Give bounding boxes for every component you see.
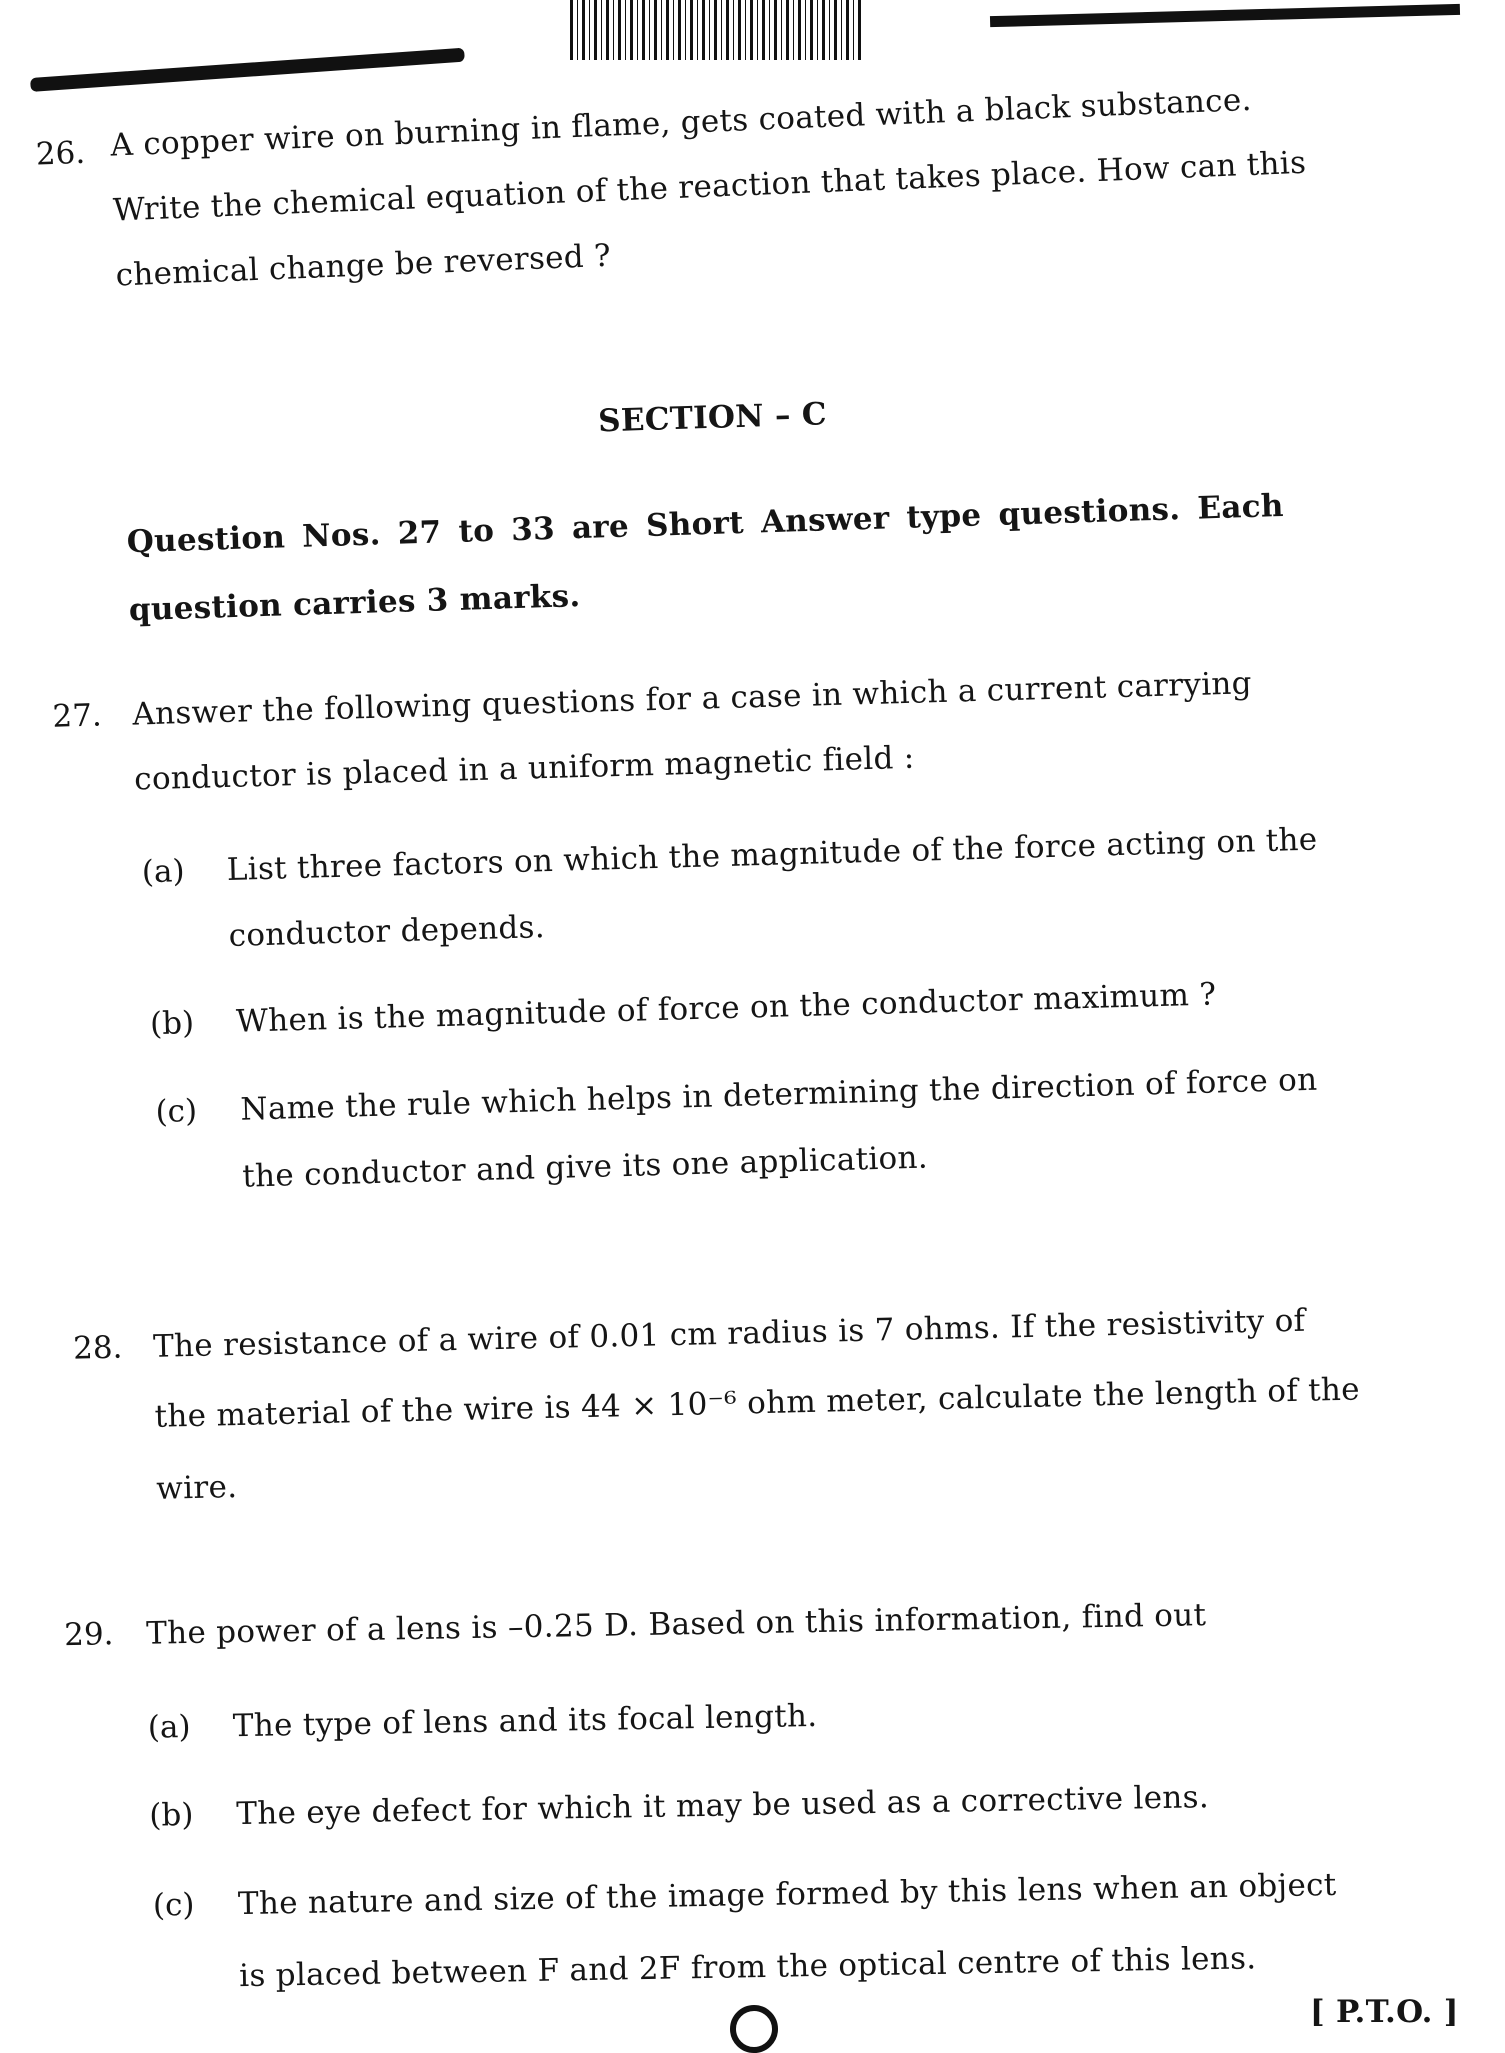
part-text: the conductor and give its one application. xyxy=(241,1139,929,1195)
part-label: (c) xyxy=(155,1092,198,1131)
board-logo xyxy=(730,2005,778,2053)
part-text: conductor depends. xyxy=(228,909,546,954)
question-number: 26. xyxy=(35,134,86,173)
question-text: The power of a lens is –0.25 D. Based on this information, find out xyxy=(145,1597,1207,1652)
part-text: is placed between F and 2F from the optical centre of this lens. xyxy=(238,1940,1257,1995)
part-label: (a) xyxy=(147,1708,191,1746)
question-text: A copper wire on burning in flame, gets coated with a black substance. xyxy=(109,81,1253,164)
question-text: The resistance of a wire of 0.01 cm radius is 7 ohms. If the resistivity of xyxy=(152,1302,1306,1365)
part-label: (c) xyxy=(152,1886,195,1924)
question-number: 28. xyxy=(72,1329,123,1367)
barcode xyxy=(570,0,862,60)
question-number: 27. xyxy=(51,697,103,735)
question-text: the material of the wire is 44 × 10⁻⁶ ohm meter, calculate the length of the xyxy=(154,1371,1361,1435)
part-label: (b) xyxy=(149,1796,194,1834)
question-text: wire. xyxy=(155,1468,238,1507)
part-text: The nature and size of the image formed by this lens when an object xyxy=(237,1866,1337,1923)
part-text: List three factors on which the magnitude of the force acting on the xyxy=(226,821,1318,888)
part-label: (b) xyxy=(149,1004,195,1043)
part-text: Name the rule which helps in determining the direction of force on xyxy=(240,1061,1318,1128)
scan-mark-right xyxy=(990,4,1460,27)
question-text: conductor is placed in a uniform magnetic field : xyxy=(133,739,915,798)
part-label: (a) xyxy=(141,853,186,891)
section-instruction: question carries 3 marks. xyxy=(128,578,581,629)
question-text: Answer the following questions for a case in which a current carrying xyxy=(131,665,1253,733)
question-text: Write the chemical equation of the reaction that takes place. How can this xyxy=(112,144,1307,229)
scan-mark-left xyxy=(30,48,465,92)
part-text: When is the magnitude of force on the conductor maximum ? xyxy=(235,976,1217,1040)
section-title: SECTION – C xyxy=(597,396,828,440)
part-text: The eye defect for which it may be used as a corrective lens. xyxy=(236,1779,1210,1833)
part-text: The type of lens and its focal length. xyxy=(232,1697,818,1745)
section-instruction: Question Nos. 27 to 33 are Short Answer type questions. Each xyxy=(126,487,1285,561)
question-number: 29. xyxy=(63,1616,114,1654)
question-text: chemical change be reversed ? xyxy=(115,237,612,294)
pto-label: [ P.T.O. ] xyxy=(1310,1994,1459,2030)
